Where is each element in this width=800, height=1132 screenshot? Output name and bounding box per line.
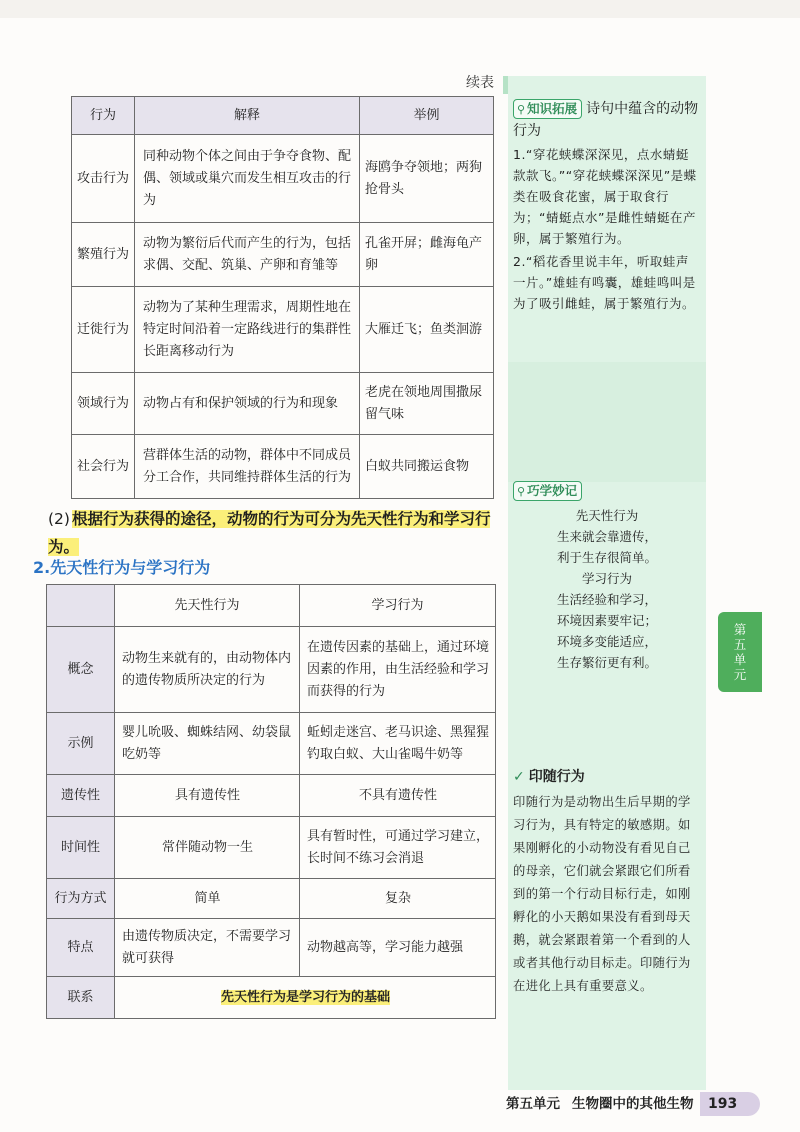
behavior-cell: 领域行为 xyxy=(72,373,135,435)
example-cell: 大雁迁飞；鱼类洄游 xyxy=(360,287,494,373)
innate-vs-learned-table xyxy=(46,584,496,1019)
table-row xyxy=(47,627,496,713)
example-cell: 孔雀开屏；雌海龟产卵 xyxy=(360,223,494,287)
unit-tab-char: 单 xyxy=(733,652,747,667)
table-row xyxy=(72,287,494,373)
innate-cell: 动物生来就有的，由动物体内的遗传物质所决定的行为 xyxy=(115,627,300,713)
poem-line: 生存繁衍更有利。 xyxy=(556,655,657,670)
explain-cell: 同种动物个体之间由于争夺食物、配偶、领域或巢穴而发生相互攻击的行为 xyxy=(135,135,360,223)
poem-line: 生来就会靠遗传， xyxy=(556,529,657,544)
row-label: 行为方式 xyxy=(47,879,115,919)
innate-cell: 常伴随动物一生 xyxy=(115,817,300,879)
learned-cell: 蚯蚓走迷宫、老马识途、黑猩猩钓取白蚁、大山雀喝牛奶等 xyxy=(300,713,496,775)
learned-cell: 不具有遗传性 xyxy=(300,775,496,817)
memory-poem xyxy=(513,505,701,673)
magnifier-icon: ⚲ xyxy=(517,485,526,498)
innate-cell: 由遗传物质决定，不需要学习就可获得 xyxy=(115,919,300,977)
table-row xyxy=(72,223,494,287)
footer-unit: 第五单元 xyxy=(506,1096,560,1112)
header-innate: 先天性行为 xyxy=(115,585,300,627)
table-row xyxy=(47,817,496,879)
table-row xyxy=(47,977,496,1019)
unit-side-tab xyxy=(718,612,762,692)
section-heading: 2.先天性行为与学习行为 xyxy=(33,558,211,577)
highlighted-statement: 根据行为获得的途径，动物的行为可分为先天性行为和学习行为。 xyxy=(48,510,491,556)
knowledge-tag-label: 知识拓展 xyxy=(527,101,578,116)
poem-line: 生活经验和学习， xyxy=(556,592,657,607)
innate-cell: 具有遗传性 xyxy=(115,775,300,817)
example-cell: 老虎在领地周围撒尿留气味 xyxy=(360,373,494,435)
row-label: 特点 xyxy=(47,919,115,977)
explain-cell: 营群体生活的动物，群体中不同成员分工合作，共同维持群体生活的行为 xyxy=(135,435,360,499)
header-corner xyxy=(47,585,115,627)
page-top-strip xyxy=(0,0,800,18)
behavior-classification-statement xyxy=(48,505,508,561)
header-learned: 学习行为 xyxy=(300,585,496,627)
header-example: 举例 xyxy=(360,97,494,135)
innate-cell: 婴儿吮吸、蜘蛛结网、幼袋鼠吃奶等 xyxy=(115,713,300,775)
table-row xyxy=(47,919,496,977)
row-label: 遗传性 xyxy=(47,775,115,817)
unit-tab-char: 五 xyxy=(733,637,747,652)
explain-cell: 动物为繁衍后代而产生的行为，包括求偶、交配、筑巢、产卵和育雏等 xyxy=(135,223,360,287)
header-explain: 解释 xyxy=(135,97,360,135)
learned-cell: 在遗传因素的基础上，通过环境因素的作用，由生活经验和学习而获得的行为 xyxy=(300,627,496,713)
explain-cell: 动物占有和保护领域的行为和现象 xyxy=(135,373,360,435)
poem-line: 环境多变能适应， xyxy=(556,634,657,649)
behavior-cell: 社会行为 xyxy=(72,435,135,499)
explain-cell: 动物为了某种生理需求，周期性地在特定时间沿着一定路线进行的集群性长距离移动行为 xyxy=(135,287,360,373)
memory-tag-label: 巧学妙记 xyxy=(527,483,578,498)
magnifier-icon: ⚲ xyxy=(517,103,526,116)
header-behavior: 行为 xyxy=(72,97,135,135)
unit-tab-char: 元 xyxy=(733,667,747,682)
behavior-types-table xyxy=(71,96,494,499)
table-row xyxy=(72,135,494,223)
row-label: 概念 xyxy=(47,627,115,713)
continued-label: 续表 xyxy=(466,75,494,91)
learned-cell: 具有暂时性，可通过学习建立，长时间不练习会消退 xyxy=(300,817,496,879)
behavior-cell: 迁徙行为 xyxy=(72,287,135,373)
memory-tip-box xyxy=(513,480,701,673)
knowledge-paragraph-2: 2.“稻花香里说丰年，听取蛙声一片。”雄蛙有鸣囊，雄蛙鸣叫是为了吸引雌蛙，属于繁殖行为。 xyxy=(513,254,696,311)
table-header-row xyxy=(72,97,494,135)
poem-line: 环境因素要牢记； xyxy=(556,613,657,628)
table-row xyxy=(72,373,494,435)
table-row xyxy=(72,435,494,499)
side-column-accent xyxy=(503,76,508,94)
page-footer xyxy=(506,1090,694,1118)
behavior-cell: 攻击行为 xyxy=(72,135,135,223)
footer-title: 生物圈中的其他生物 xyxy=(572,1096,694,1112)
innate-cell: 简单 xyxy=(115,879,300,919)
table-row xyxy=(47,713,496,775)
item-number: (2) xyxy=(48,510,70,528)
table-header-row xyxy=(47,585,496,627)
row-label: 联系 xyxy=(47,977,115,1019)
imprinting-title: 印随行为 xyxy=(528,769,585,785)
link-cell xyxy=(115,977,496,1019)
check-circle-icon: ✓ xyxy=(513,769,525,785)
table-row xyxy=(47,775,496,817)
learned-cell: 动物越高等，学习能力越强 xyxy=(300,919,496,977)
example-cell: 白蚁共同搬运食物 xyxy=(360,435,494,499)
side-faint-block xyxy=(508,362,706,482)
poem-line: 利于生存很简单。 xyxy=(556,550,657,565)
poem-line: 先天性行为 xyxy=(575,508,639,523)
knowledge-extension-box xyxy=(513,98,701,314)
knowledge-title-line xyxy=(513,98,701,142)
poem-line: 学习行为 xyxy=(581,571,632,586)
memory-tag xyxy=(513,481,582,501)
memory-title-line xyxy=(513,480,701,501)
imprinting-box xyxy=(513,766,701,998)
behavior-cell: 繁殖行为 xyxy=(72,223,135,287)
imprinting-body: 印随行为是动物出生后早期的学习行为，具有特定的敏感期。如果刚孵化的小动物没有看见自己的母亲，它们就会紧跟它们所看到的第一个行动目标行走，如刚孵化的小天鹅如果没有看到母天鹅，就会紧跟着第一个看到的人或者其他行动目标走。印随行为在进化上具有重要意义。 xyxy=(513,795,691,993)
imprinting-title-line xyxy=(513,766,701,788)
unit-tab-char: 第 xyxy=(733,622,747,637)
learned-cell: 复杂 xyxy=(300,879,496,919)
knowledge-paragraph-1: 1.“穿花蛱蝶深深见，点水蜻蜓款款飞。”“穿花蛱蝶深深见”是蝶类在吸食花蜜，属于取食行为；“蜻蜓点水”是雌性蜻蜓在产卵，属于繁殖行为。 xyxy=(513,147,697,246)
row-label: 时间性 xyxy=(47,817,115,879)
row-label: 示例 xyxy=(47,713,115,775)
page-number: 193 xyxy=(700,1092,760,1116)
link-text: 先天性行为是学习行为的基础 xyxy=(220,989,390,1005)
knowledge-tag xyxy=(513,99,582,119)
example-cell: 海鸥争夺领地；两狗抢骨头 xyxy=(360,135,494,223)
knowledge-title: 诗句中蕴含的动物行为 xyxy=(513,101,699,139)
table-row xyxy=(47,879,496,919)
